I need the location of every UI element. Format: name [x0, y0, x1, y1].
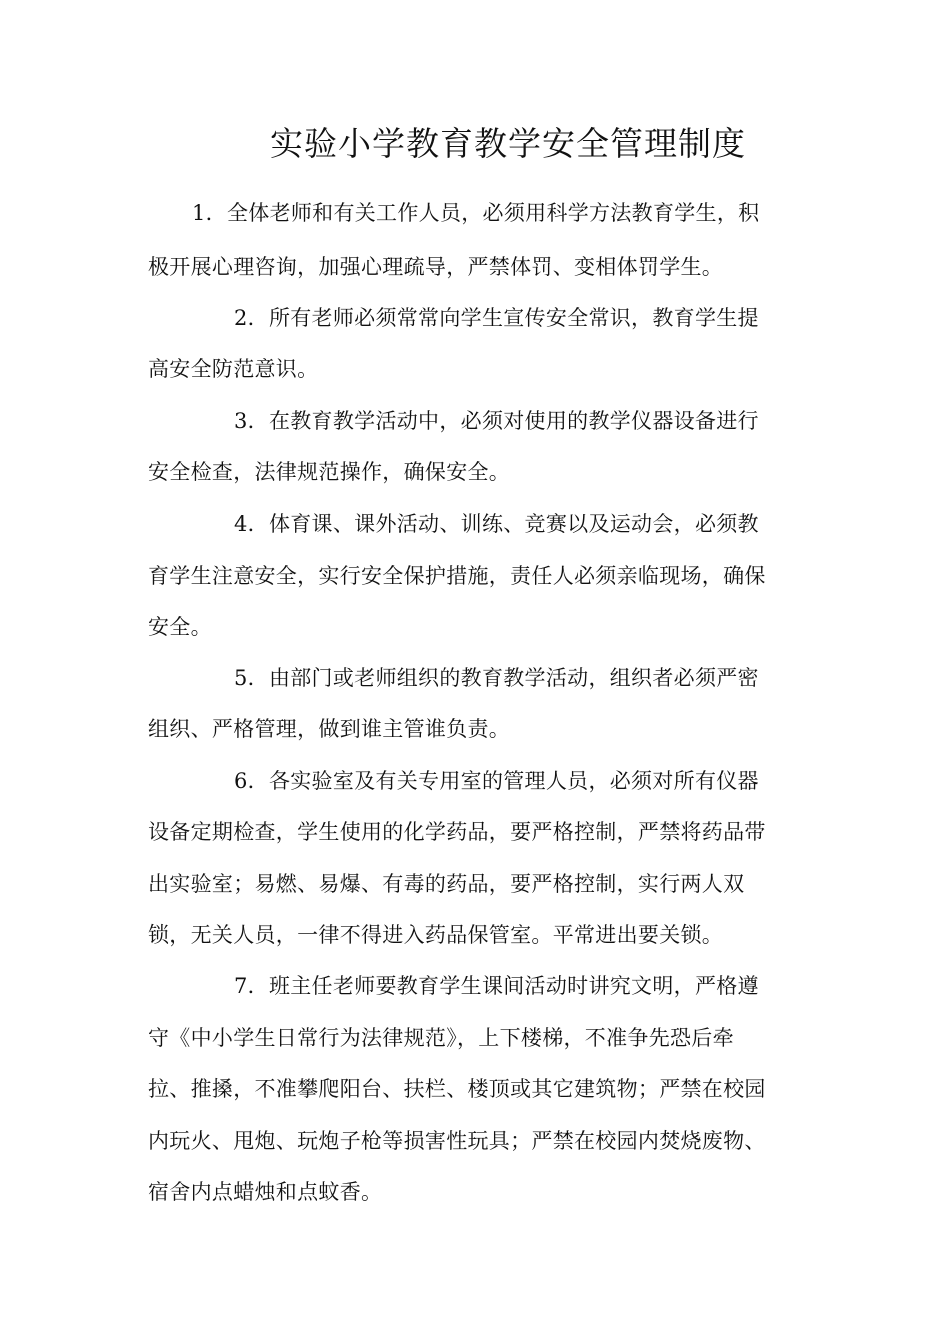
paragraph-6-line-2: 设备定期检查，学生使用的化学药品，要严格控制，严禁将药品带 — [148, 820, 766, 844]
paragraph-5-line-1: 5．由部门或老师组织的教育教学活动，组织者必须严密 — [234, 666, 759, 690]
paragraph-7-line-3: 拉、推搡，不准攀爬阳台、扶栏、楼顶或其它建筑物；严禁在校园 — [148, 1077, 766, 1101]
paragraph-2-line-1: 2．所有老师必须常常向学生宣传安全常识，教育学生提 — [234, 306, 759, 330]
paragraph-7-line-4: 内玩火、甩炮、玩炮子枪等损害性玩具；严禁在校园内焚烧废物、 — [148, 1129, 766, 1153]
paragraph-3-line-2: 安全检查，法律规范操作，确保安全。 — [148, 460, 511, 484]
paragraph-4-line-2: 育学生注意安全，实行安全保护措施，责任人必须亲临现场，确保 — [148, 564, 766, 588]
paragraph-1-line-2: 极开展心理咨询，加强心理疏导，严禁体罚、变相体罚学生。 — [148, 255, 724, 279]
paragraph-7-line-1: 7．班主任老师要教育学生课间活动时讲究文明，严格遵 — [234, 974, 759, 998]
paragraph-4-line-1: 4．体育课、课外活动、训练、竞赛以及运动会，必须教 — [234, 512, 759, 536]
paragraph-7-line-2: 守《中小学生日常行为法律规范》，上下楼梯，不准争先恐后牵 — [148, 1026, 734, 1050]
paragraph-4-line-3: 安全。 — [148, 615, 212, 639]
paragraph-3-line-1: 3．在教育教学活动中，必须对使用的教学仪器设备进行 — [234, 409, 759, 433]
paragraph-6-line-3: 出实验室；易燃、易爆、有毒的药品，要严格控制，实行两人双 — [148, 872, 745, 896]
document-title: 实验小学教育教学安全管理制度 — [270, 124, 746, 163]
paragraph-2-line-2: 高安全防范意识。 — [148, 357, 319, 381]
paragraph-1-line-1: 1．全体老师和有关工作人员，必须用科学方法教育学生，积 — [192, 201, 760, 225]
paragraph-5-line-2: 组织、严格管理，做到谁主管谁负责。 — [148, 717, 511, 741]
paragraph-7-line-5: 宿舍内点蜡烛和点蚊香。 — [148, 1180, 383, 1204]
paragraph-6-line-1: 6．各实验室及有关专用室的管理人员，必须对所有仪器 — [234, 769, 759, 793]
paragraph-6-line-4: 锁，无关人员，一律不得进入药品保管室。平常进出要关锁。 — [148, 923, 724, 947]
